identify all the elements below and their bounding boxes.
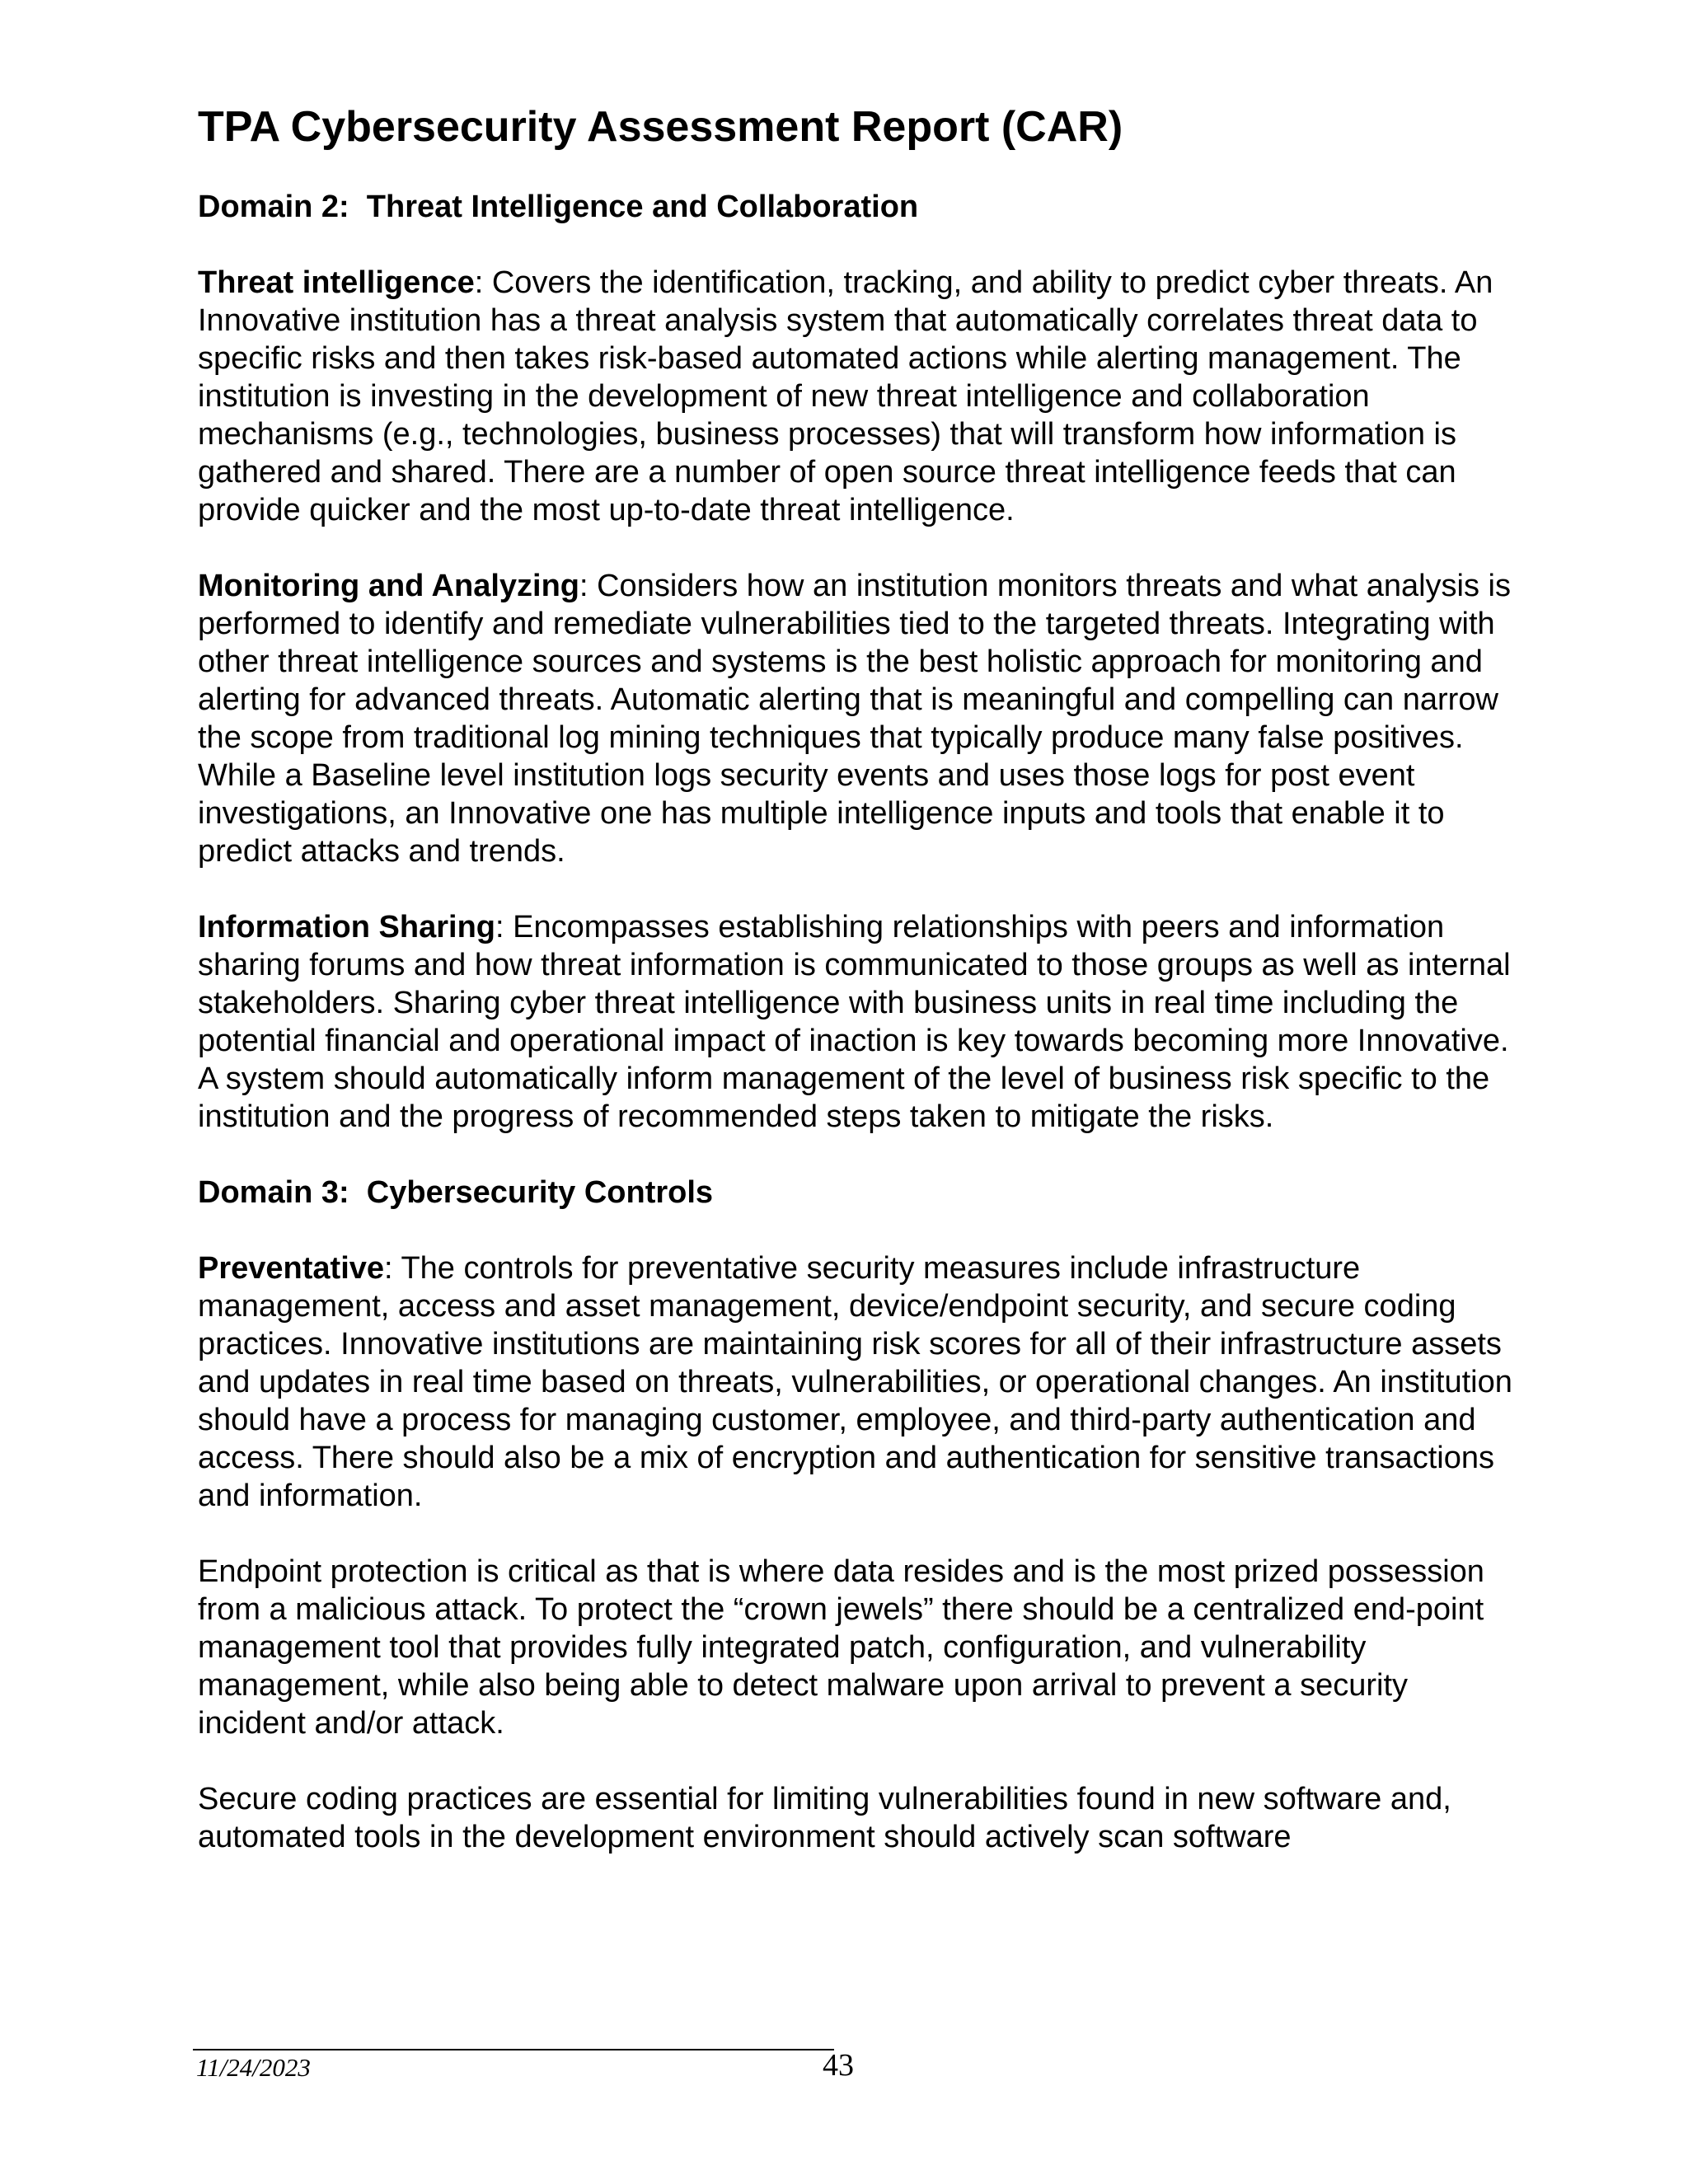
secure-coding-paragraph: Secure coding practices are essential for limiting vulnerabilities found in new software and, automated tools in the development environment should actively scan software bbox=[198, 1782, 1451, 1854]
domain-3-heading: Domain 3: Cybersecurity Controls bbox=[198, 1175, 714, 1210]
information-sharing-paragraph bbox=[198, 908, 1517, 1136]
threat-intelligence-text: : Covers the identification, tracking, and ability to predict cyber threats. An Innovative institution has a threat analysis system that automatically correlates threat data to specific risks and then takes risk-based automated actions while alerting management. The institution is investing in the development of new threat intelligence and collaboration mechanisms (e.g., technologies, business processes) that will transform how information is gathered and shared. There are a number of open source threat intelligence feeds that can provide quicker and the most up-to-date threat intelligence. bbox=[198, 265, 1493, 527]
threat-intelligence-term: Threat intelligence bbox=[198, 265, 475, 300]
endpoint-protection-paragraph: Endpoint protection is critical as that is where data resides and is the most prized possession from a malicious attack. To protect the “crown jewels” there should be a centralized end-point management tool that provides fully integrated patch, configuration, and vulnerability management, while also being able to detect malware upon arrival to prevent a security incident and/or attack. bbox=[198, 1554, 1484, 1741]
preventative-text: : The controls for preventative security measures include infrastructure management, access and asset management, device/endpoint security, and secure coding practices. Innovative institutions are maintaining risk scores for all of their infrastructure assets and updates in real time based on threats, vulnerabilities, or operational changes. An institution should have a process for managing customer, employee, and third-party authentication and access. There should also be a mix of encryption and authentication for sensitive transactions and information. bbox=[198, 1251, 1512, 1513]
information-sharing-term: Information Sharing bbox=[198, 910, 495, 944]
footer-divider bbox=[193, 2049, 834, 2050]
page-number: 43 bbox=[823, 2048, 854, 2083]
preventative-term: Preventative bbox=[198, 1251, 385, 1286]
monitoring-analyzing-term: Monitoring and Analyzing bbox=[198, 569, 579, 603]
page-content bbox=[198, 97, 1517, 1894]
monitoring-analyzing-paragraph bbox=[198, 567, 1517, 870]
page-title: TPA Cybersecurity Assessment Report (CAR) bbox=[198, 103, 1123, 151]
domain-2-heading: Domain 2: Threat Intelligence and Collaboration bbox=[198, 190, 919, 224]
monitoring-analyzing-text: : Considers how an institution monitors threats and what analysis is performed to identify and remediate vulnerabilities tied to the targeted threats. Integrating with other threat intelligence sources and systems is the best holistic approach for monitoring and alerting for advanced threats. Automatic alerting that is meaningful and compelling can narrow the scope from traditional log mining techniques that typically produce many false positives. While a Baseline level institution logs security events and uses those logs for post event investigations, an Innovative one has multiple intelligence inputs and tools that enable it to predict attacks and trends. bbox=[198, 569, 1511, 869]
preventative-paragraph bbox=[198, 1249, 1517, 1515]
threat-intelligence-paragraph bbox=[198, 264, 1517, 529]
footer-date: 11/24/2023 bbox=[196, 2053, 311, 2082]
information-sharing-text: : Encompasses establishing relationships with peers and information sharing forums and how threat information is communicated to those groups as well as internal stakeholders. Sharing cyber threat intelligence with business units in real time including the potential financial and operational impact of inaction is key towards becoming more Innovative. A system should automatically inform management of the level of business risk specific to the institution and the progress of recommended steps taken to mitigate the risks. bbox=[198, 910, 1511, 1134]
